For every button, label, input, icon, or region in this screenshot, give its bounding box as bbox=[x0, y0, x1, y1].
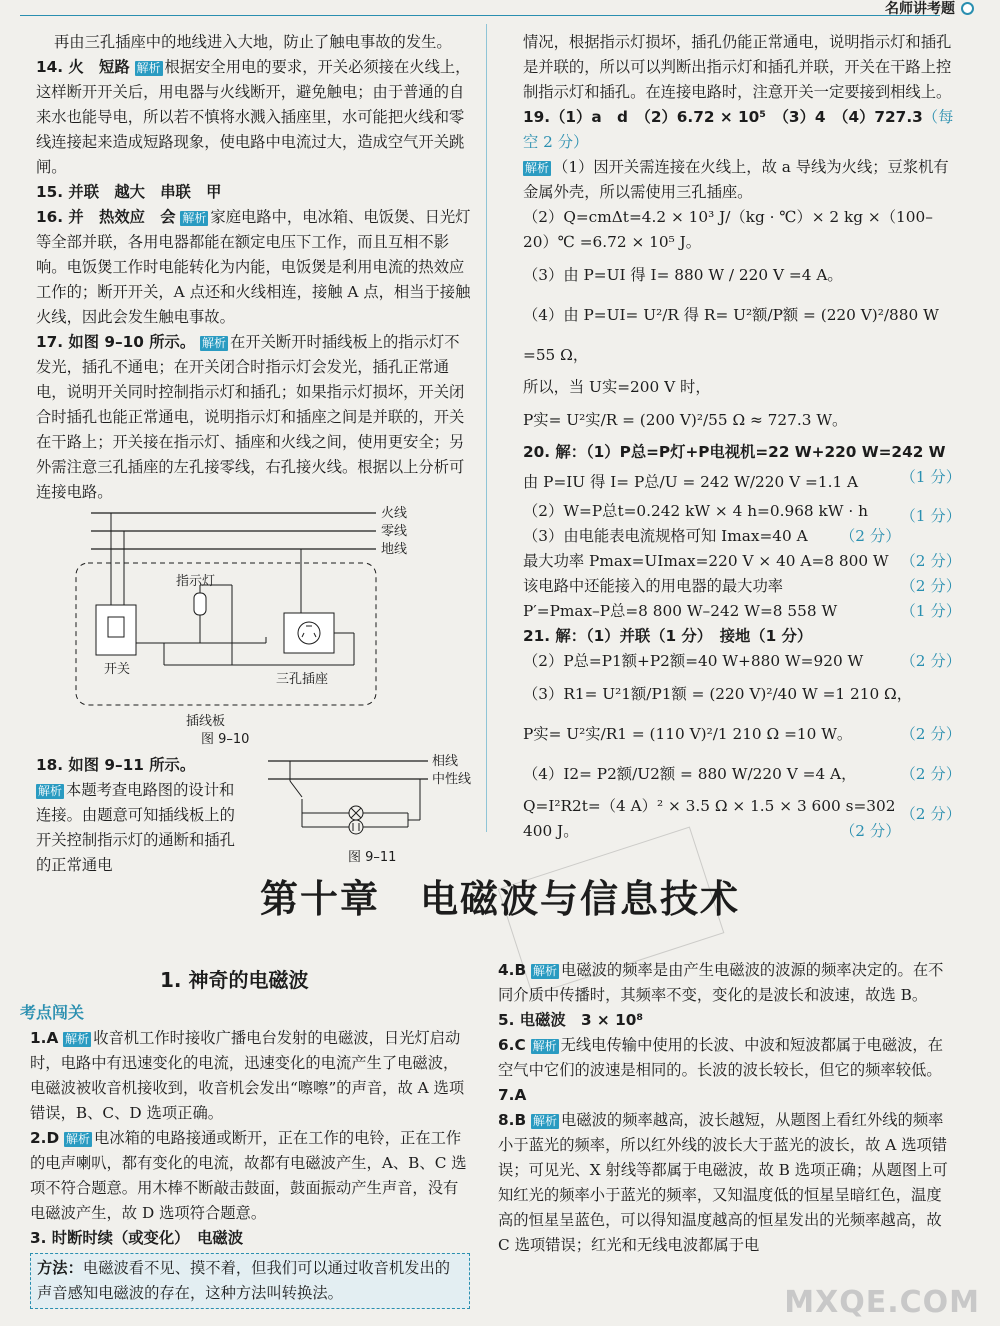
answer-label: 4.B bbox=[498, 961, 527, 979]
answer-text: 收音机工作时接收广播电台发射的电磁波，日光灯启动时，电路中有迅速变化的电流，迅速变化的电流产生了电磁波，电磁波被收音机接收到，收音机会发出“嚓嚓”的声音，故 A 选项错误，B、C、D 选项正确。 bbox=[30, 1029, 465, 1122]
socket-icon bbox=[349, 820, 363, 834]
answer-label: 3. 时断时续（或变化） 电磁波 bbox=[30, 1229, 243, 1247]
answer-label: 14. 火 短路 bbox=[36, 58, 130, 76]
method-box bbox=[30, 1253, 470, 1309]
answer-19-1 bbox=[523, 155, 961, 205]
formula-line: P实= U²实/R1 = (110 V)²/1 210 Ω =10 W。 bbox=[523, 725, 853, 743]
formula-line: （2）P总=P1额+P2额=40 W+880 W=920 W bbox=[523, 652, 864, 670]
answer-18 bbox=[36, 753, 246, 878]
answer-6 bbox=[498, 1033, 950, 1083]
socket-label: 三孔插座 bbox=[276, 672, 329, 687]
points: （2 分） bbox=[900, 577, 961, 595]
answer-3 bbox=[30, 1226, 470, 1251]
bottom-left-column bbox=[30, 1026, 470, 1309]
answer-14 bbox=[36, 55, 474, 180]
answer-label: 19.（1）a d （2）6.72 × 10⁵ （3）4 （4）727.3 bbox=[523, 108, 923, 126]
answer-text: 根据安全用电的要求，开关必须接在火线上，这样断开开关后，用电器与火线断开，避免触电；由于普通的自来水也能导电，所以若不慎将水溅入插座里，水可能把火线和零线连接起来造成短路现象，使电路中电流过大，造成空气开关跳闸。 bbox=[36, 58, 471, 176]
analysis-tag: 解析 bbox=[533, 1114, 558, 1128]
three-pin-socket-symbol bbox=[284, 613, 334, 653]
watermark-logo: MXQE.COM bbox=[784, 1285, 980, 1320]
zero-line-label: 零线 bbox=[381, 524, 408, 539]
switch-symbol bbox=[96, 605, 136, 655]
formula-line: 最大功率 Pmax=UImax=220 V × 40 A=8 800 W bbox=[523, 552, 889, 570]
header-rule bbox=[20, 15, 940, 16]
answer-1 bbox=[30, 1026, 470, 1126]
formula-line: 20. 解：（1）P总=P灯+P电视机=22 W+220 W=242 W bbox=[523, 443, 946, 461]
lamp-label: 指示灯 bbox=[176, 574, 216, 589]
answer-text: 本题考查电路图的设计和连接。由题意可知插线板上的开关控制指示灯的通断和插孔的正常通电 bbox=[36, 781, 235, 874]
answer-19-4: （4）由 P=UI= U²/R 得 R= U²额/P额 = (220 V)²/880 W =55 Ω， bbox=[523, 306, 939, 364]
figure-caption: 图 9–10 bbox=[201, 732, 250, 745]
analysis-tag: 解析 bbox=[525, 161, 550, 175]
answer-5 bbox=[498, 1008, 950, 1033]
board-label: 插线板 bbox=[186, 714, 226, 729]
answer-text: 电磁波的频率是由产生电磁波的波源的频率决定的。在不同介质中传播时，其频率不变，变化的是波长和波速，故选 B。 bbox=[498, 961, 944, 1004]
answer-label: 8.B bbox=[498, 1111, 527, 1129]
answer-2 bbox=[30, 1126, 470, 1226]
points: （1 分） bbox=[900, 602, 961, 620]
formula-line: P′=Pmax–P总=8 800 W–242 W=8 558 W bbox=[523, 602, 838, 620]
answer-18-block bbox=[36, 753, 474, 883]
method-text: 电磁波看不见、摸不着，但我们可以通过收音机发出的声音感知电磁波的存在，这种方法叫转换法。 bbox=[37, 1259, 451, 1302]
indicator-lamp-symbol bbox=[194, 593, 206, 615]
answer-19-2: （2）Q=cmΔt=4.2 × 10³ J/（kg · ℃）× 2 kg ×（100–20）℃ =6.72 × 10⁵ J。 bbox=[523, 208, 933, 251]
analysis-tag: 解析 bbox=[202, 336, 227, 350]
answer-label: 16. 并 热效应 会 bbox=[36, 208, 176, 226]
formula-line: Q=I²R2t=（4 A）² × 3.5 Ω × 1.5 × 3 600 s=302 400 J。 bbox=[523, 797, 896, 840]
points: （2 分） bbox=[900, 725, 961, 743]
answer-20-6: 该电路中还能接入的用电器的最大功率 bbox=[523, 577, 784, 595]
section-title: 1. 神奇的电磁波 bbox=[160, 968, 309, 992]
points: （2 分） bbox=[840, 822, 901, 840]
answer-label: 7.A bbox=[498, 1086, 527, 1104]
answer-label: 2.D bbox=[30, 1129, 60, 1147]
figure-caption: 图 9–11 bbox=[348, 850, 397, 865]
analysis-tag: 解析 bbox=[532, 1039, 557, 1053]
answer-4 bbox=[498, 958, 950, 1008]
answer-label: 18. 如图 9–11 所示。 bbox=[36, 756, 196, 774]
formula-line: （2）W=P总t=0.242 kW × 4 h=0.968 kW · h bbox=[523, 502, 868, 520]
answer-8 bbox=[498, 1108, 950, 1258]
right-column bbox=[523, 30, 961, 844]
answer-17 bbox=[36, 330, 474, 505]
answer-15 bbox=[36, 180, 474, 205]
answer-7 bbox=[498, 1083, 950, 1108]
points: （1 分） bbox=[900, 507, 961, 525]
points: （2 分） bbox=[900, 652, 961, 670]
bottom-right-column bbox=[498, 958, 950, 1258]
analysis-tag: 解析 bbox=[136, 61, 161, 75]
header-title: 名师讲考题 bbox=[885, 1, 955, 17]
answer-text: 在开关断开时插线板上的指示灯不发光，插孔不通电；在开关闭合时指示灯会发光，插孔正常通电，说明开关同时控制指示灯和插孔；如果指示灯损坏，开关闭合时插孔也能正常通电，说明指示灯和插座之间是并联的，开关在干路上；开关接在指示灯、插座和火线之间，使用更安全；另外需注意三孔插座的左孔接零线，右孔接火线。根据以上分析可连接电路。 bbox=[36, 333, 465, 501]
answer-19 bbox=[523, 105, 961, 155]
method-label: 方法： bbox=[37, 1259, 83, 1277]
answer-19-5: 所以，当 U实=200 V 时， bbox=[523, 378, 711, 396]
neutral-line-label: 中性线 bbox=[432, 772, 472, 787]
answer-19-6: P实= U²实/R = (200 V)²/55 Ω ≈ 727.3 W。 bbox=[523, 411, 848, 429]
answer-20-7 bbox=[523, 599, 961, 624]
answer-16 bbox=[36, 205, 474, 330]
live-line-label: 相线 bbox=[432, 754, 459, 769]
text-line: 情况，根据指示灯损坏，插孔仍能正常通电，说明指示灯和插孔是并联的，所以可以判断出指示灯和插孔并联，开关在干路上控制指示灯和插孔。在连接电路时，注意开关一定要接到相线上。 bbox=[523, 33, 952, 101]
answer-label: 6.C bbox=[498, 1036, 526, 1054]
ground-line-label: 地线 bbox=[381, 542, 408, 557]
formula-line: （4）I2= P2额/U2额 = 880 W/220 V =4 A， bbox=[523, 765, 857, 783]
answer-21-6 bbox=[523, 794, 961, 844]
text-line: 再由三孔插座中的地线进入大地，防止了触电事故的发生。 bbox=[54, 33, 452, 51]
points: （2 分） bbox=[900, 765, 961, 783]
score-note: （每空 2 分） bbox=[523, 108, 954, 151]
analysis-tag: 解析 bbox=[182, 211, 207, 225]
answer-21-2 bbox=[523, 649, 961, 674]
answer-label: 17. 如图 9–10 所示。 bbox=[36, 333, 196, 351]
formula-line: 21. 解：（1）并联（1 分） 接地（1 分） bbox=[523, 627, 813, 645]
formula-line: （3）由电能表电流规格可知 Imax=40 A bbox=[523, 527, 808, 545]
analysis-tag: 解析 bbox=[38, 784, 63, 798]
analysis-tag: 解析 bbox=[533, 964, 558, 978]
chapter-title: 第十章 电磁波与信息技术 bbox=[259, 877, 740, 921]
header-dot-icon bbox=[961, 2, 974, 15]
points: （2 分） bbox=[840, 527, 901, 545]
points: （2 分） bbox=[900, 552, 961, 570]
answer-label: 5. 电磁波 3 × 10⁸ bbox=[498, 1011, 644, 1029]
answer-text: 电冰箱的电路接通或断开，正在工作的电铃，正在工作的电声喇叭，都有变化的电流，故都有电磁波产生，A、B、C 选项不符合题意。用木棒不断敲击鼓面，鼓面振动产生声音，没有电磁波产生，故 D 选项符合题意。 bbox=[30, 1129, 467, 1222]
answer-21-1 bbox=[523, 624, 961, 649]
analysis-tag: 解析 bbox=[66, 1132, 91, 1146]
answer-label: 15. 并联 越大 串联 甲 bbox=[36, 183, 222, 201]
column-divider bbox=[486, 24, 487, 832]
points: （2 分） bbox=[900, 805, 961, 823]
page-header bbox=[885, 0, 974, 16]
circuit-figure-9-10 bbox=[36, 505, 456, 745]
answer-text: 电磁波的频率越高，波长越短，从题图上看红外线的频率小于蓝光的频率，所以红外线的波长大于蓝光的波长，故 A 选项错误；可见光、X 射线等都属于电磁波，故 B 选项正确；从题图上可知红光的频率小于蓝光的频率，又知温度低的恒星呈暗红色，温度高的恒星呈蓝色，可以得知温度越高的恒星发出的光频率越高，故 C 选项错误；红光和无线电波都属于电 bbox=[498, 1111, 948, 1254]
answer-text: 无线电传输中使用的长波、中波和短波都属于电磁波，在空气中它们的波速是相同的。长波的波长较长，但它的频率较低。 bbox=[498, 1036, 944, 1079]
answer-text: （1）因开关需连接在火线上，故 a 导线为火线；豆浆机有金属外壳，所以需使用三孔插座。 bbox=[523, 158, 949, 201]
left-column bbox=[36, 30, 474, 883]
formula-line: （3）R1= U²1额/P1额 = (220 V)²/40 W =1 210 Ω， bbox=[523, 685, 913, 703]
subsection-title: 考点闯关 bbox=[20, 1003, 85, 1022]
points: （1 分） bbox=[900, 468, 961, 486]
analysis-tag: 解析 bbox=[65, 1032, 90, 1046]
answer-label: 1.A bbox=[30, 1029, 59, 1047]
answer-19-3: （3）由 P=UI 得 I= 880 W / 220 V =4 A。 bbox=[523, 266, 843, 284]
switch-label: 开关 bbox=[104, 662, 131, 677]
answer-text: 家庭电路中，电冰箱、电饭煲、日光灯等全部并联，各用电器都能在额定电压下工作，而且互相不影响。电饭煲工作时电能转化为内能，电饭煲是利用电流的热效应工作的；断开开关，A 点还和火线相连，接触 A 点，相当于接触火线，因此会发生触电事故。 bbox=[36, 208, 471, 326]
fire-line-label: 火线 bbox=[381, 506, 408, 521]
formula-line: 由 P=IU 得 I= P总/U = 242 W/220 V =1.1 A bbox=[523, 473, 859, 491]
circuit-figure-9-11 bbox=[258, 753, 474, 873]
